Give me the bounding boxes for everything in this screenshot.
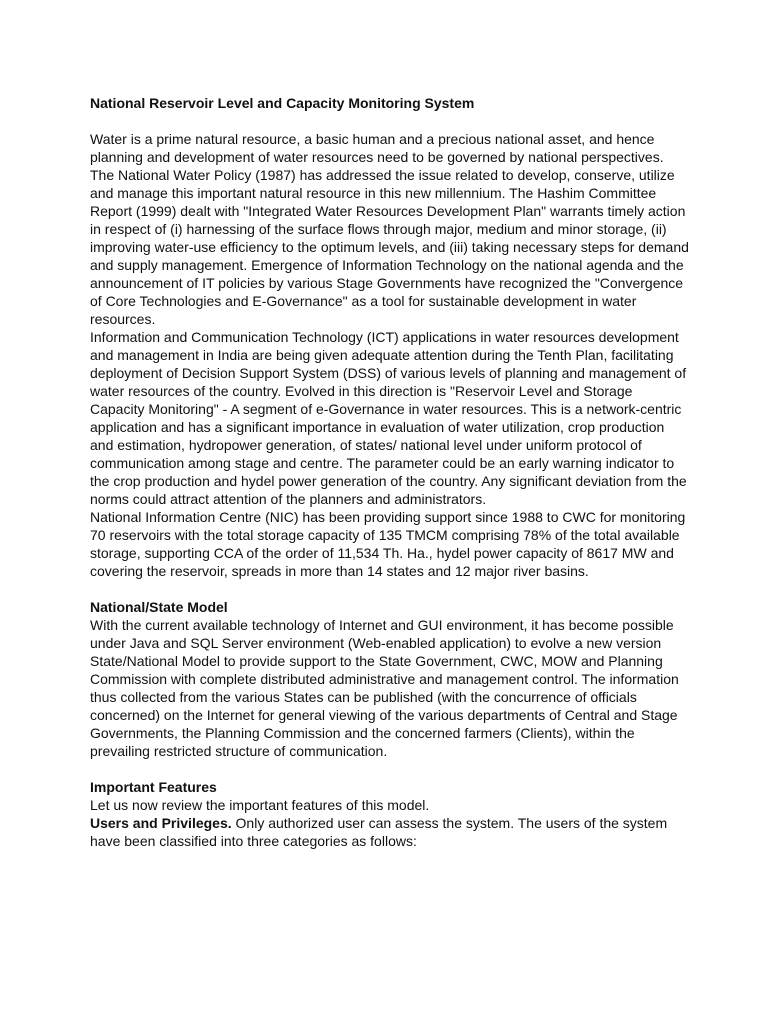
document-page xyxy=(90,94,690,850)
intro-paragraph-2: The National Water Policy (1987) has addressed the issue related to develop, conserve, utilize and manage this important natural resource in this new millennium. The Hashim Committee Report (1999) dealt with "Integrated Water Resources Development Plan" warrants timely action in respect of (i) harnessing of the surface flows through major, medium and minor storage, (ii) improving water-use efficiency to the optimum levels, and (iii) taking necessary steps for demand and supply management. Emergence of Information Technology on the national agenda and the announcement of IT policies by various Stage Governments have recognized the "Convergence of Core Technologies and E-Governance" as a tool for sustainable development in water resources. xyxy=(90,167,689,327)
intro-paragraph-3: Information and Communication Technology (ICT) applications in water resources development and management in India are being given adequate attention during the Tenth Plan, facilitating deployment of Decision Support System (DSS) of various levels of planning and management of water resources of the country. Evolved in this direction is "Reservoir Level and Storage Capacity Monitoring" - A segment of e-Governance in water resources. This is a network-centric application and has a significant importance in evaluation of water utilization, crop production and estimation, hydropower generation, of states/ national level under uniform protocol of communication among stage and centre. The parameter could be an early warning indicator to the crop production and hydel power generation of the country. Any significant deviation from the norms could attract attention of the planners and administrators. xyxy=(90,329,687,507)
intro-paragraph-1: Water is a prime natural resource, a basic human and a precious national asset, and hence planning and development of water resources need to be governed by national perspectives. xyxy=(90,131,664,165)
section-heading-model: National/State Model xyxy=(90,599,228,615)
document-title: National Reservoir Level and Capacity Monitoring System xyxy=(90,95,475,111)
users-paragraph xyxy=(90,814,690,850)
intro-paragraph-4: National Information Centre (NIC) has been providing support since 1988 to CWC for monitoring 70 reservoirs with the total storage capacity of 135 TMCM comprising 78% of the total available storage, supporting CCA of the order of 11,534 Th. Ha., hydel power capacity of 8617 MW and covering the reservoir, spreads in more than 14 states and 12 major river basins. xyxy=(90,509,686,579)
model-paragraph: With the current available technology of Internet and GUI environment, it has become possible under Java and SQL Server environment (Web-enabled application) to evolve a new version State/National Model to provide support to the State Government, CWC, MOW and Planning Commission with complete distributed administrative and management control. The information thus collected from the various States can be published (with the concurrence of officials concerned) on the Internet for general viewing of the various departments of Central and Stage Governments, the Planning Commission and the concerned farmers (Clients), within the prevailing restricted structure of communication. xyxy=(90,617,679,759)
features-paragraph: Let us now review the important features of this model. xyxy=(90,797,430,813)
users-label: Users and Privileges. xyxy=(90,815,232,831)
section-heading-features: Important Features xyxy=(90,779,217,795)
users-text: Only authorized user can assess the system. The users of the system have been classified into three categories as follows: xyxy=(90,815,668,849)
